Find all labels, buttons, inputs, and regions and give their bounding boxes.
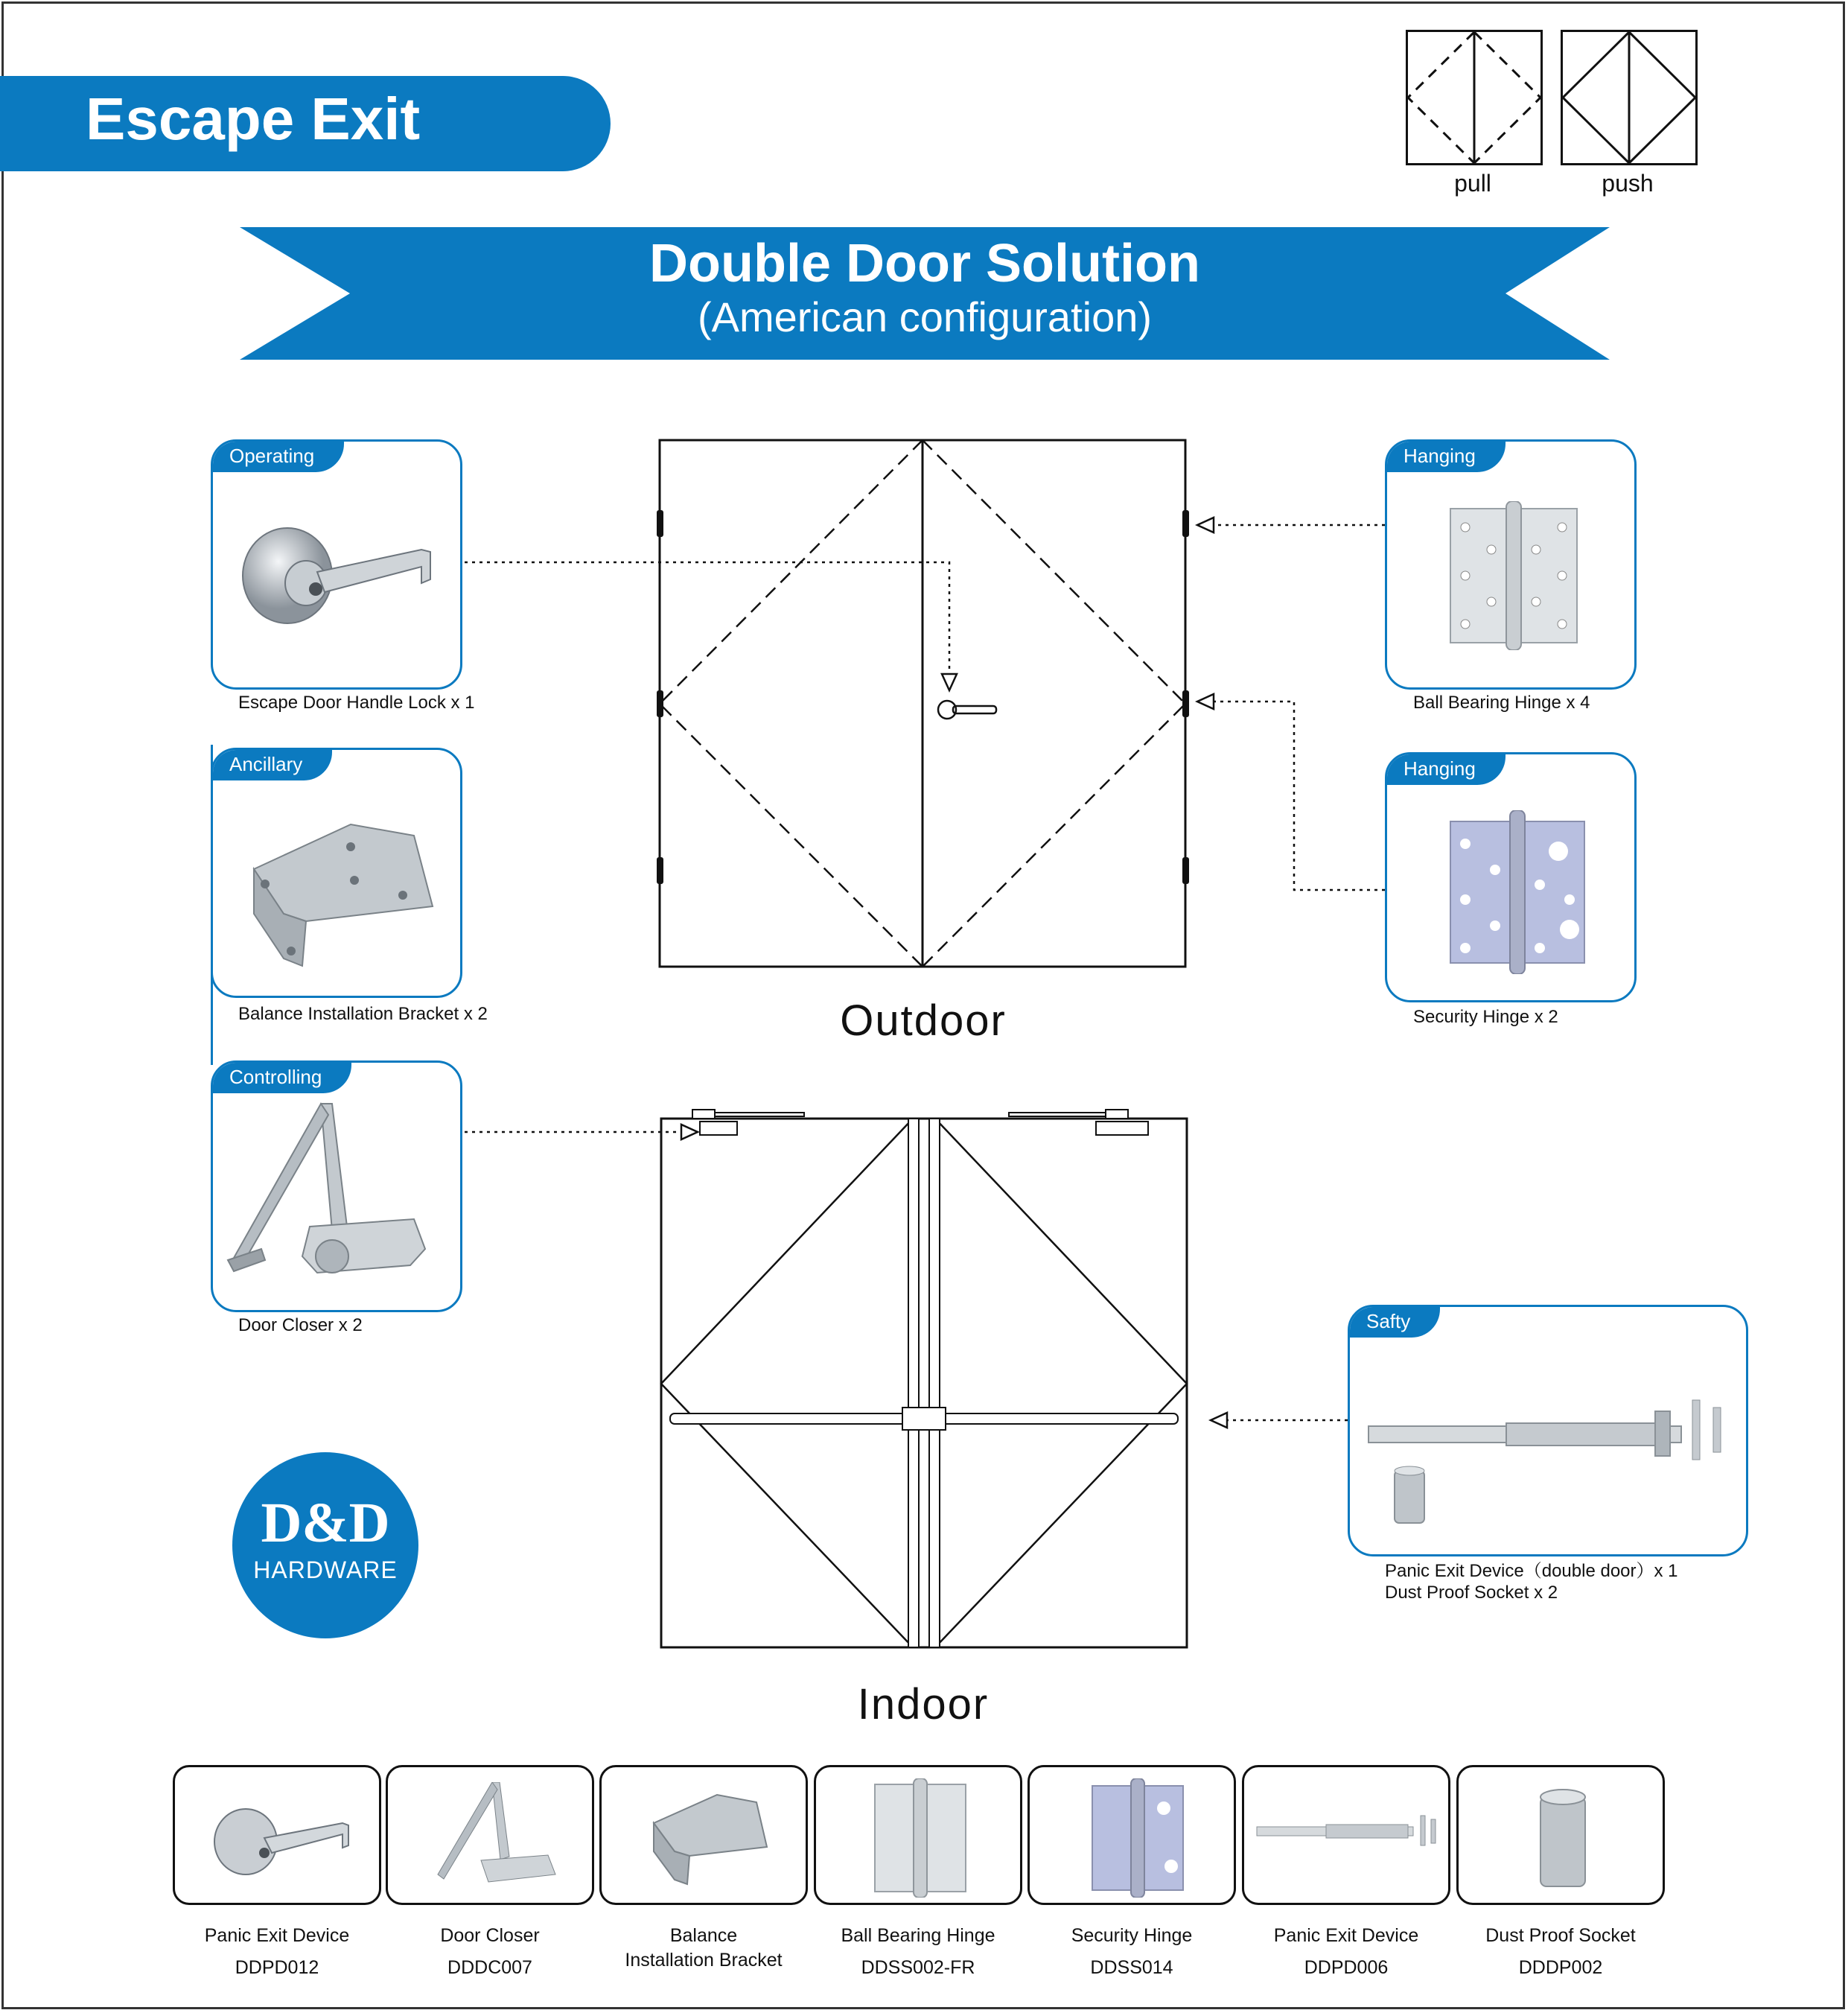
caption-controlling: Door Closer x 2 bbox=[238, 1315, 363, 1335]
product-code: DDSS014 bbox=[1090, 1957, 1173, 1978]
caption-operating: Escape Door Handle Lock x 1 bbox=[238, 693, 475, 713]
security-hinge-icon bbox=[1447, 810, 1588, 974]
card-tag: Operating bbox=[213, 442, 344, 472]
product-card bbox=[814, 1765, 1022, 1905]
banner-title: Double Door Solution bbox=[649, 234, 1200, 293]
door-closer-icon bbox=[220, 1100, 459, 1308]
card-tag: Safty bbox=[1350, 1307, 1440, 1338]
push-label: push bbox=[1602, 170, 1654, 197]
product-code: DDPD006 bbox=[1304, 1957, 1389, 1978]
caption-hanging-security: Security Hinge x 2 bbox=[1413, 1007, 1558, 1027]
brand-logo bbox=[232, 1452, 418, 1638]
caption-hanging-ball-bearing: Ball Bearing Hinge x 4 bbox=[1413, 693, 1590, 713]
card-safety bbox=[1348, 1305, 1748, 1556]
card-tag: Controlling bbox=[213, 1063, 351, 1093]
product-card bbox=[1242, 1765, 1450, 1905]
handle-lock-icon bbox=[208, 1797, 357, 1886]
indoor-label: Indoor bbox=[857, 1680, 990, 1729]
product-card bbox=[1027, 1765, 1236, 1905]
caption-safety: Panic Exit Device（double door）x 1 Dust Proof Socket x 2 bbox=[1385, 1561, 1678, 1603]
card-controlling bbox=[211, 1060, 462, 1312]
panic-exit-device-icon bbox=[1365, 1396, 1737, 1545]
product-code: DDDP002 bbox=[1518, 1957, 1603, 1978]
bracket-icon bbox=[239, 810, 440, 981]
product-code: DDDC007 bbox=[447, 1957, 532, 1978]
dust-proof-socket-icon bbox=[1533, 1782, 1593, 1894]
product-name: Dust Proof Socket bbox=[1485, 1925, 1636, 1946]
pull-legend-icon bbox=[1406, 30, 1543, 165]
indoor-door-diagram bbox=[655, 1101, 1199, 1652]
card-tag: Hanging bbox=[1387, 442, 1506, 472]
hinge-marker bbox=[1182, 690, 1189, 717]
card-hanging-security bbox=[1385, 752, 1637, 1002]
logo-sub: HARDWARE bbox=[253, 1556, 398, 1583]
product-name: Security Hinge bbox=[1071, 1925, 1193, 1946]
product-name: Panic Exit Device bbox=[204, 1925, 350, 1946]
product-card bbox=[173, 1765, 381, 1905]
product-name: Door Closer bbox=[440, 1925, 540, 1946]
product-name: Panic Exit Device bbox=[1273, 1925, 1419, 1946]
push-diagram-icon bbox=[1563, 32, 1695, 163]
product-name: Ball Bearing Hinge bbox=[841, 1925, 995, 1946]
product-card bbox=[599, 1765, 808, 1905]
logo-brand: D&D bbox=[261, 1492, 390, 1554]
page-title: Escape Exit bbox=[86, 86, 421, 152]
product-name: Balance Installation Bracket bbox=[625, 1925, 783, 1971]
banner-subtitle: (American configuration) bbox=[697, 293, 1153, 340]
pull-label: pull bbox=[1454, 170, 1491, 197]
push-legend-icon bbox=[1561, 30, 1698, 165]
ball-bearing-hinge-icon bbox=[872, 1778, 969, 1898]
security-hinge-icon bbox=[1089, 1778, 1186, 1898]
pull-diagram-icon bbox=[1408, 32, 1540, 163]
product-code: DDSS002-FR bbox=[861, 1957, 975, 1978]
card-tag: Ancillary bbox=[213, 750, 332, 780]
card-operating bbox=[211, 439, 462, 690]
panic-exit-device-icon bbox=[1255, 1812, 1441, 1872]
product-card bbox=[386, 1765, 594, 1905]
card-tag: Hanging bbox=[1387, 754, 1506, 785]
bracket-icon bbox=[646, 1786, 773, 1890]
hinge-marker bbox=[657, 510, 663, 537]
product-card bbox=[1456, 1765, 1665, 1905]
outdoor-door-diagram bbox=[655, 436, 1199, 972]
hinge-marker bbox=[1182, 857, 1189, 884]
outdoor-label: Outdoor bbox=[840, 996, 1007, 1045]
door-closer-icon bbox=[429, 1782, 563, 1894]
card-hanging-ball-bearing bbox=[1385, 439, 1637, 690]
ball-bearing-hinge-icon bbox=[1447, 501, 1581, 650]
hinge-marker bbox=[657, 857, 663, 884]
page-title-pill bbox=[0, 76, 611, 171]
handle-lock-icon bbox=[235, 509, 444, 658]
product-code: DDPD012 bbox=[235, 1957, 319, 1978]
hinge-marker bbox=[1182, 510, 1189, 537]
card-ancillary bbox=[211, 748, 462, 998]
hinge-marker bbox=[657, 690, 663, 717]
caption-ancillary: Balance Installation Bracket x 2 bbox=[238, 1004, 488, 1024]
